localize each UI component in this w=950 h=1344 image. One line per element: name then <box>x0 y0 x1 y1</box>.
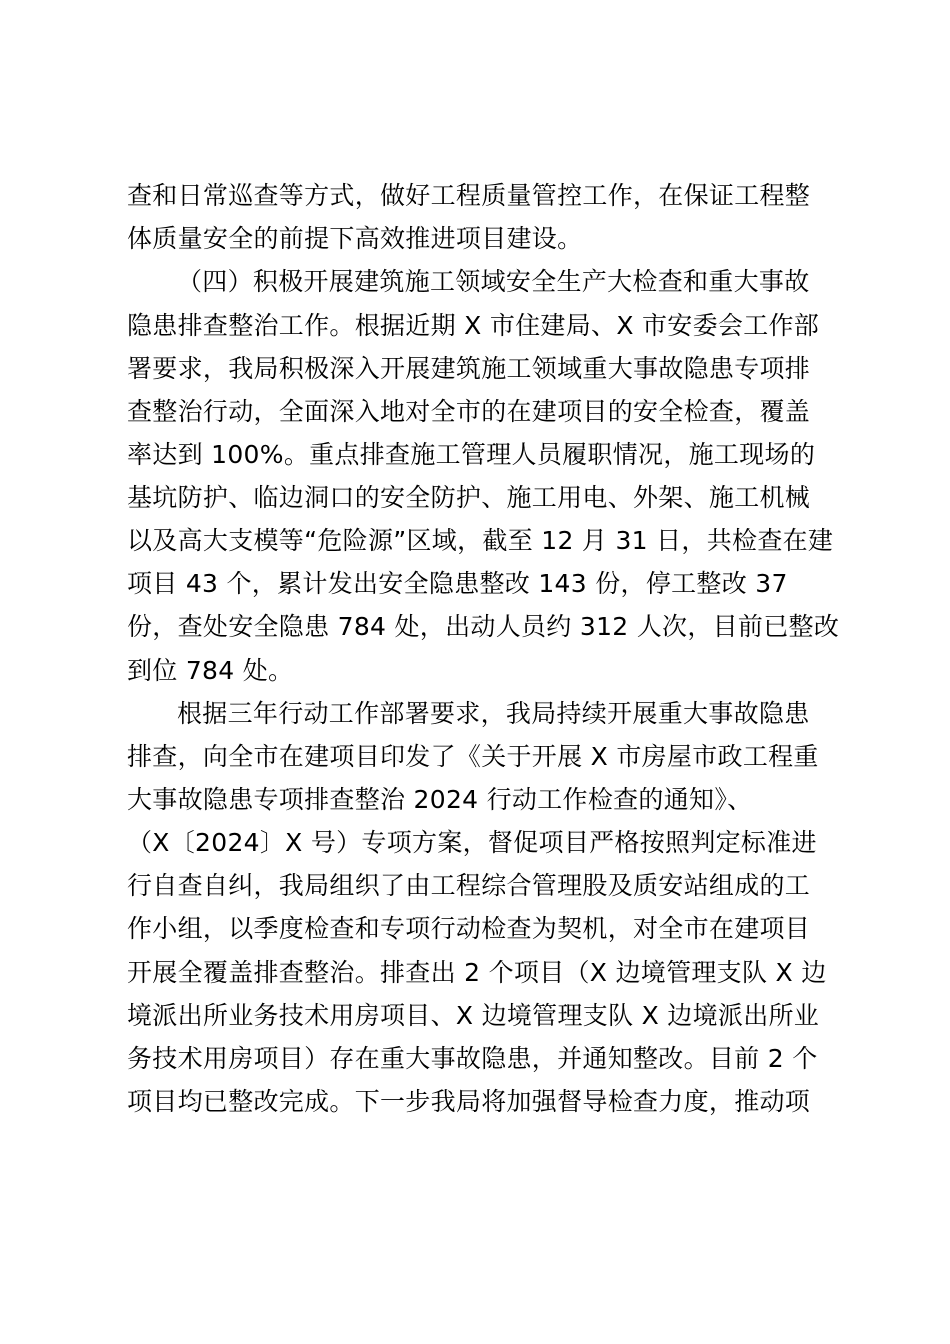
text-line: 作小组，以季度检查和专项行动检查为契机，对全市在建项目 <box>127 914 811 943</box>
text-line: 项目均已整改完成。下一步我局将加强督导检查力度，推动项 <box>127 1087 811 1116</box>
text-line: 行自查自纠，我局组织了由工程综合管理股及质安站组成的工 <box>127 871 811 900</box>
text-line: 大事故隐患专项排查整治 2024 行动工作检查的通知》、 <box>127 785 753 814</box>
text-line: 基坑防护、临边洞口的安全防护、施工用电、外架、施工机械 <box>127 483 811 512</box>
text-line: 体质量安全的前提下高效推进项目建设。 <box>127 224 583 253</box>
text-line: 署要求，我局积极深入开展建筑施工领域重大事故隐患专项排 <box>127 354 811 383</box>
text-line: 务技术用房项目）存在重大事故隐患，并通知整改。目前 2 个 <box>127 1044 818 1073</box>
text-line: 份，查处安全隐患 784 处，出动人员约 312 人次，目前已整改 <box>127 612 840 641</box>
section-heading-line: （四）积极开展建筑施工领域安全生产大检查和重大事故 <box>177 267 810 296</box>
text-line: 到位 784 处。 <box>127 656 294 685</box>
text-line: 隐患排查整治工作。根据近期 X 市住建局、X 市安委会工作部 <box>127 311 820 340</box>
text-line: 率达到 100%。重点排查施工管理人员履职情况，施工现场的 <box>127 440 816 469</box>
text-line: 排查，向全市在建项目印发了《关于开展 X 市房屋市政工程重 <box>127 742 819 771</box>
text-line: 开展全覆盖排查整治。排查出 2 个项目（X 边境管理支队 X 边 <box>127 958 827 987</box>
text-line: 查整治行动，全面深入地对全市的在建项目的安全检查，覆盖 <box>127 397 811 426</box>
text-line: 境派出所业务技术用房项目、X 边境管理支队 X 边境派出所业 <box>127 1001 820 1030</box>
text-line: 以及高大支模等“危险源”区域，截至 12 月 31 日，共检查在建 <box>127 526 834 555</box>
text-line: （X〔2024〕X 号）专项方案，督促项目严格按照判定标准进 <box>127 828 817 857</box>
text-line: 项目 43 个，累计发出安全隐患整改 143 份，停工整改 37 <box>127 569 788 598</box>
paragraph-start-line: 根据三年行动工作部署要求，我局持续开展重大事故隐患 <box>177 699 810 728</box>
text-line: 查和日常巡查等方式，做好工程质量管控工作，在保证工程整 <box>127 181 811 210</box>
